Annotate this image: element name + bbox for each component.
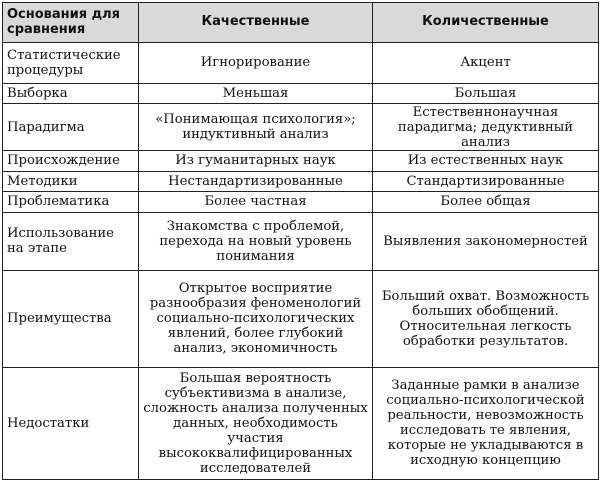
quantitative-cell: Акцент: [373, 43, 599, 84]
quantitative-cell: Естественнонаучная парадигма; дедуктивный анализ: [373, 104, 599, 151]
row-label: Использование на этапе: [3, 212, 139, 270]
quantitative-cell: Более общая: [373, 192, 599, 212]
quantitative-cell: Выявления закономерностей: [373, 212, 599, 270]
row-label: Происхождение: [3, 151, 139, 171]
table-row: [3, 192, 599, 212]
qualitative-cell: Знакомства с проблемой, перехода на новый уровень понимания: [139, 212, 373, 270]
qualitative-cell: Большая вероятность субъективизма в анализе, сложность анализа полученных данных, необходимость участия высококвалифицированных исследователей: [139, 367, 373, 479]
table-row: [3, 104, 599, 151]
row-label: Статистические процедуры: [3, 43, 139, 84]
qualitative-cell: Игнорирование: [139, 43, 373, 84]
row-label: Выборка: [3, 83, 139, 103]
table-row: [3, 367, 599, 479]
qualitative-cell: Более частная: [139, 192, 373, 212]
qualitative-cell: Нестандартизированные: [139, 171, 373, 191]
qualitative-cell: «Понимающая психология»; индуктивный анализ: [139, 104, 373, 151]
row-label: Методики: [3, 171, 139, 191]
table-row: [3, 151, 599, 171]
quantitative-cell: Большая: [373, 83, 599, 103]
qualitative-cell: Меньшая: [139, 83, 373, 103]
table-row: [3, 83, 599, 103]
header-qualitative: Качественные: [139, 3, 373, 43]
row-label: Преимущества: [3, 270, 139, 367]
table-row: [3, 43, 599, 84]
comparison-table: [2, 2, 599, 480]
table-row: [3, 171, 599, 191]
quantitative-cell: Стандартизированные: [373, 171, 599, 191]
qualitative-cell: Из гуманитарных наук: [139, 151, 373, 171]
quantitative-cell: Больший охват. Возможность больших обобщений. Относительная легкость обработки результатов.: [373, 270, 599, 367]
header-basis: Основания для сравнения: [3, 3, 139, 43]
qualitative-cell: Открытое восприятие разнообразия феноменологий социально-психологических явлений, более глубокий анализ, экономичность: [139, 270, 373, 367]
row-label: Проблематика: [3, 192, 139, 212]
row-label: Недостатки: [3, 367, 139, 479]
header-row: [3, 3, 599, 43]
row-label: Парадигма: [3, 104, 139, 151]
header-quantitative: Количественные: [373, 3, 599, 43]
quantitative-cell: Из естественных наук: [373, 151, 599, 171]
quantitative-cell: Заданные рамки в анализе социально-психологической реальности, невозможность исследовать те явления, которые не укладываются в исходную концепцию: [373, 367, 599, 479]
table-row: [3, 212, 599, 270]
table-row: [3, 270, 599, 367]
